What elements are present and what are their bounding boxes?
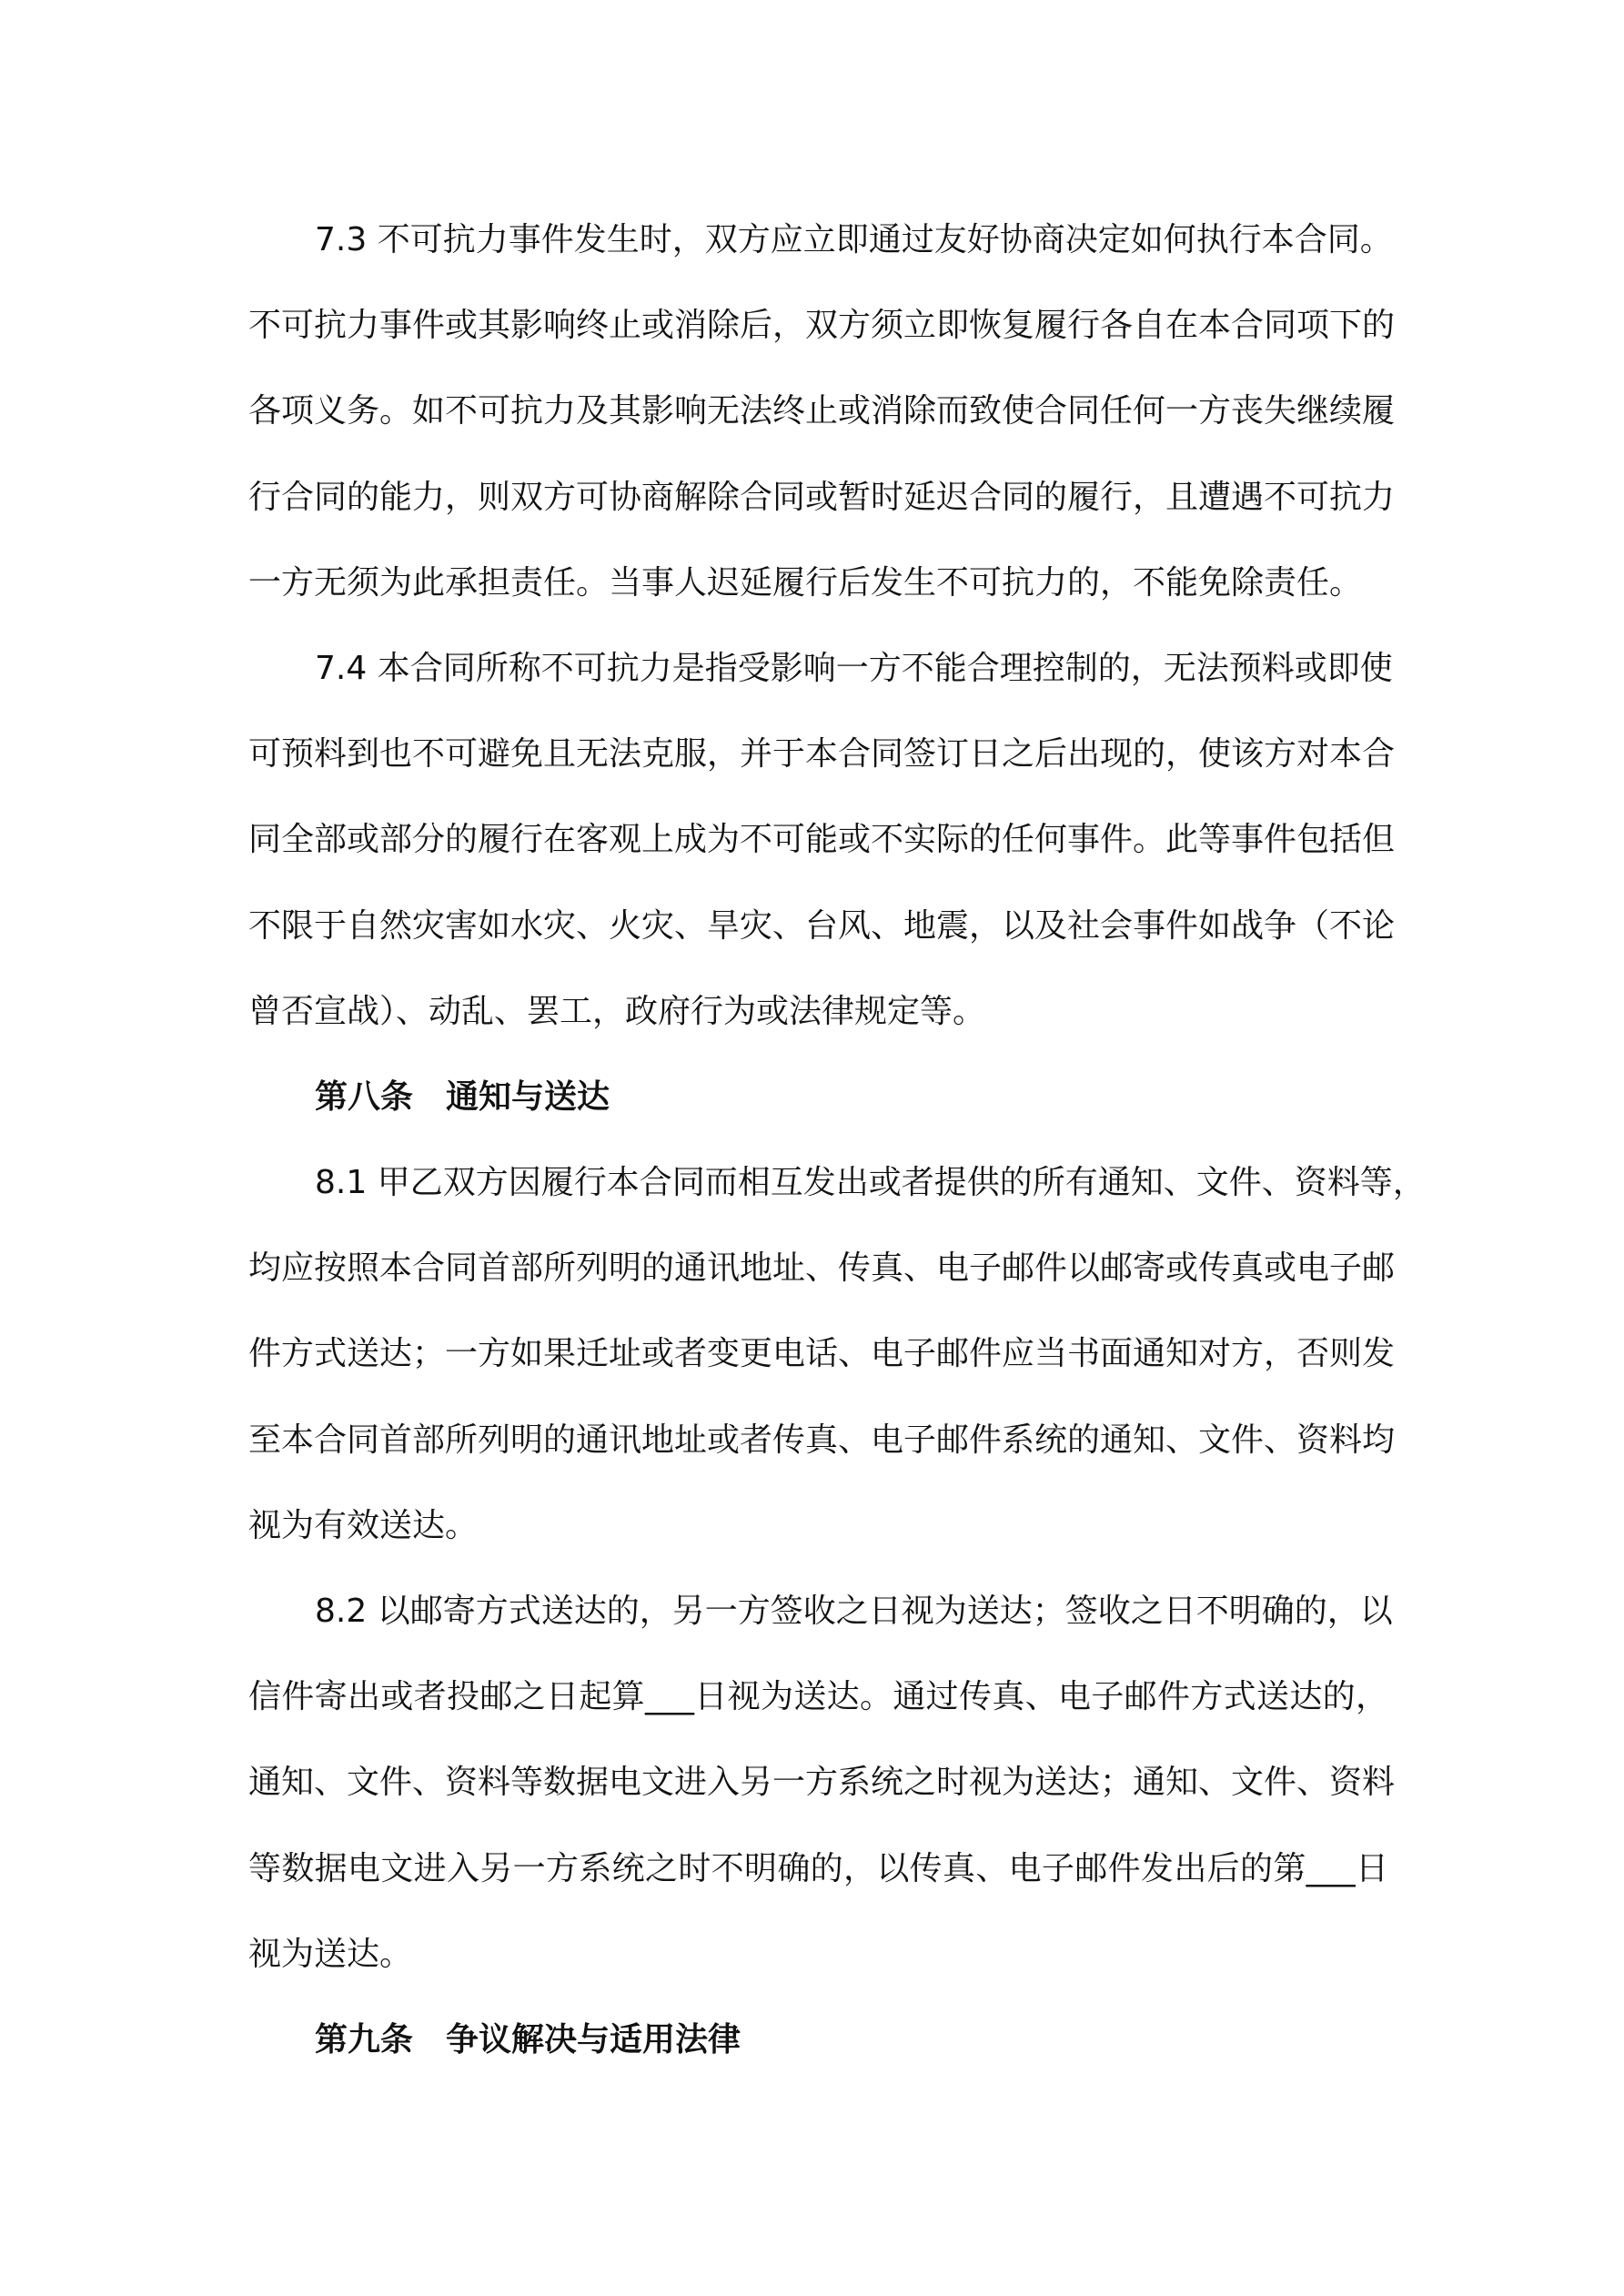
text-line: 视为送达。	[248, 1935, 413, 1973]
text-line: 通知、文件、资料等数据电文进入另一方系统之时视为送达；通知、文件、资料	[248, 1764, 1396, 1802]
text-line: 7.3 不可抗力事件发生时，双方应立即通过友好协商决定如何执行本合同。	[315, 221, 1393, 258]
paragraph	[248, 1569, 1396, 1998]
text-line: 各项义务。如不可抗力及其影响无法终止或消除而致使合同任何一方丧失继续履	[248, 392, 1396, 430]
text-line: 不可抗力事件或其影响终止或消除后，双方须立即恢复履行各自在本合同项下的	[248, 307, 1396, 345]
text-line: 可预料到也不可避免且无法克服，并于本合同签订日之后出现的，使该方对本合	[248, 735, 1396, 774]
paragraph	[248, 197, 1396, 626]
text-line: 等数据电文进入另一方系统之时不明确的，以传真、电子邮件发出后的第___日	[248, 1849, 1388, 1887]
text-line: 视为有效送达。	[248, 1506, 479, 1544]
paragraph	[248, 626, 1396, 1055]
text-line: 不限于自然灾害如水灾、火灾、旱灾、台风、地震，以及社会事件如战争（不论	[248, 906, 1396, 945]
text-line: 同全部或部分的履行在客观上成为不可能或不实际的任何事件。此等事件包括但	[248, 821, 1396, 859]
text-line: 8.2 以邮寄方式送达的，另一方签收之日视为送达；签收之日不明确的，以	[315, 1593, 1393, 1630]
text-line: 至本合同首部所列明的通讯地址或者传真、电子邮件系统的通知、文件、资料均	[248, 1421, 1396, 1459]
paragraph	[248, 1140, 1426, 1569]
document-body	[248, 197, 1426, 2083]
text-line: 行合同的能力，则双方可协商解除合同或暂时延迟合同的履行，且遭遇不可抗力	[248, 478, 1396, 516]
text-line: 件方式送达；一方如果迁址或者变更电话、电子邮件应当书面通知对方，否则发	[248, 1335, 1396, 1373]
section-heading: 第九条 争议解决与适用法律	[315, 2020, 741, 2058]
text-line: 7.4 本合同所称不可抗力是指受影响一方不能合理控制的，无法预料或即使	[315, 649, 1393, 687]
text-line: 均应按照本合同首部所列明的通讯地址、传真、电子邮件以邮寄或传真或电子邮	[248, 1249, 1396, 1288]
text-line: 曾否宣战）、动乱、罢工，政府行为或法律规定等。	[248, 992, 986, 1030]
section-heading: 第八条 通知与送达	[315, 1077, 610, 1116]
text-line: 信件寄出或者投邮之日起算___日视为送达。通过传真、电子邮件方式送达的，	[248, 1678, 1388, 1716]
text-line: 8.1 甲乙双方因履行本合同而相互发出或者提供的所有通知、文件、资料等，	[315, 1164, 1426, 1202]
text-line: 一方无须为此承担责任。当事人迟延履行后发生不可抗力的，不能免除责任。	[248, 563, 1363, 602]
